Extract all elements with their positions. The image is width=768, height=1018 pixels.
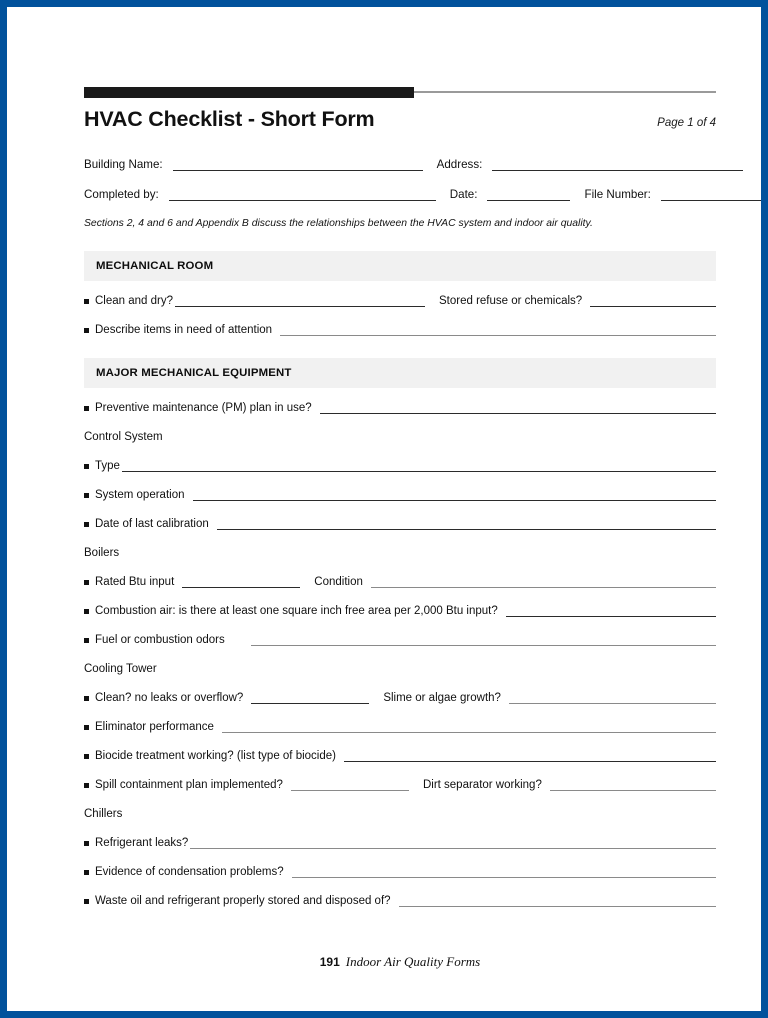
- item-label: Describe items in need of attention: [95, 324, 273, 336]
- item-answer-input[interactable]: [193, 489, 717, 501]
- checklist-item: [84, 779, 716, 791]
- checklist-item: [84, 866, 716, 878]
- subsection-title-cooling-tower: Cooling Tower: [84, 663, 157, 675]
- checklist-item: [84, 489, 716, 501]
- item-secondary-answer-input[interactable]: [550, 779, 716, 791]
- square-bullet-icon: [84, 328, 89, 333]
- file-number-input[interactable]: [661, 189, 768, 201]
- square-bullet-icon: [84, 638, 89, 643]
- address-input[interactable]: [492, 159, 743, 171]
- date-label: Date:: [449, 188, 478, 201]
- checklist-item: [84, 895, 716, 907]
- checklist-item: [84, 634, 716, 646]
- checklist-item: [84, 837, 716, 849]
- header-rule: [84, 85, 716, 97]
- item-label: Spill containment plan implemented?: [95, 779, 283, 791]
- form-sheet: [84, 85, 716, 924]
- building-name-label: Building Name:: [84, 158, 163, 171]
- square-bullet-icon: [84, 783, 89, 788]
- subsection-title-chillers: Chillers: [84, 808, 123, 820]
- instructional-note: Sections 2, 4 and 6 and Appendix B discuss the relationships between the HVAC system and indoor air quality.: [84, 218, 593, 229]
- square-bullet-icon: [84, 841, 89, 846]
- item-label: Date of last calibration: [95, 518, 209, 530]
- item-secondary-label: Condition: [314, 576, 363, 588]
- page-indicator: Page 1 of 4: [657, 117, 716, 129]
- square-bullet-icon: [84, 870, 89, 875]
- item-answer-input[interactable]: [122, 460, 716, 472]
- subsection-title-boilers: Boilers: [84, 547, 120, 559]
- item-answer-input[interactable]: [280, 324, 716, 336]
- building-name-input[interactable]: [173, 159, 423, 171]
- item-answer-input[interactable]: [399, 895, 716, 907]
- item-secondary-answer-input[interactable]: [590, 295, 716, 307]
- item-answer-input[interactable]: [251, 692, 369, 704]
- item-secondary-answer-input[interactable]: [371, 576, 716, 588]
- item-label: Fuel or combustion odors: [95, 634, 225, 646]
- item-label: Clean and dry?: [95, 295, 173, 307]
- section-items-mechanical-room: [84, 295, 716, 336]
- item-label: Clean? no leaks or overflow?: [95, 692, 244, 704]
- square-bullet-icon: [84, 725, 89, 730]
- checklist-item: [84, 460, 716, 472]
- page-footer: [84, 953, 716, 971]
- square-bullet-icon: [84, 899, 89, 904]
- footer-series-title: Indoor Air Quality Forms: [345, 954, 481, 969]
- square-bullet-icon: [84, 522, 89, 527]
- item-label: Type: [95, 460, 120, 472]
- square-bullet-icon: [84, 493, 89, 498]
- item-label: Combustion air: is there at least one square inch free area per 2,000 Btu input?: [95, 605, 498, 617]
- identity-fields: [84, 158, 716, 229]
- item-answer-input[interactable]: [292, 866, 716, 878]
- completed-by-input[interactable]: [169, 189, 436, 201]
- checklist-item: [84, 295, 716, 307]
- item-answer-input[interactable]: [175, 295, 425, 307]
- header-hairline: [414, 91, 716, 93]
- checklist-item: [84, 692, 716, 704]
- checklist-item: [84, 576, 716, 588]
- square-bullet-icon: [84, 754, 89, 759]
- item-answer-input[interactable]: [506, 605, 716, 617]
- section-header-mechanical-room: [84, 251, 716, 281]
- item-label: Biocide treatment working? (list type of biocide): [95, 750, 336, 762]
- item-secondary-label: Dirt separator working?: [422, 779, 542, 791]
- item-label: Rated Btu input: [95, 576, 175, 588]
- checklist-item: [84, 750, 716, 762]
- item-answer-input[interactable]: [217, 518, 716, 530]
- square-bullet-icon: [84, 580, 89, 585]
- section-items-major-mechanical-equipment: [84, 402, 716, 907]
- checklist-item: [84, 721, 716, 733]
- subsection-title-control-system: Control System: [84, 431, 163, 443]
- item-answer-input[interactable]: [190, 837, 716, 849]
- square-bullet-icon: [84, 464, 89, 469]
- page-title: HVAC Checklist - Short Form: [84, 107, 375, 131]
- item-answer-input[interactable]: [182, 576, 300, 588]
- identity-row-1: [84, 158, 716, 171]
- checklist-item: [84, 518, 716, 530]
- checklist-item: [84, 324, 716, 336]
- item-label: System operation: [95, 489, 185, 501]
- section-title: MECHANICAL ROOM: [96, 260, 214, 272]
- item-label: Preventive maintenance (PM) plan in use?: [95, 402, 312, 414]
- address-label: Address:: [436, 158, 483, 171]
- title-row: [84, 107, 716, 132]
- footer-page-number: 191: [319, 955, 340, 969]
- item-secondary-answer-input[interactable]: [509, 692, 716, 704]
- section-header-major-mechanical-equipment: [84, 358, 716, 388]
- item-secondary-label: Slime or algae growth?: [383, 692, 501, 704]
- item-label: Waste oil and refrigerant properly stored and disposed of?: [95, 895, 391, 907]
- item-answer-input[interactable]: [320, 402, 716, 414]
- file-number-label: File Number:: [584, 188, 651, 201]
- square-bullet-icon: [84, 609, 89, 614]
- square-bullet-icon: [84, 696, 89, 701]
- item-answer-input[interactable]: [344, 750, 716, 762]
- date-input[interactable]: [487, 189, 570, 201]
- form-page: [7, 7, 761, 1011]
- item-secondary-label: Stored refuse or chemicals?: [439, 295, 583, 307]
- header-black-bar: [84, 87, 414, 98]
- item-answer-input[interactable]: [222, 721, 716, 733]
- item-answer-input[interactable]: [251, 634, 716, 646]
- item-label: Eliminator performance: [95, 721, 214, 733]
- checklist-item: [84, 402, 716, 414]
- section-title: MAJOR MECHANICAL EQUIPMENT: [96, 367, 292, 379]
- checklist-item: [84, 605, 716, 617]
- square-bullet-icon: [84, 299, 89, 304]
- item-label: Evidence of condensation problems?: [95, 866, 284, 878]
- completed-by-label: Completed by:: [84, 188, 159, 201]
- item-answer-input[interactable]: [291, 779, 409, 791]
- identity-row-2: [84, 188, 716, 201]
- item-label: Refrigerant leaks?: [95, 837, 189, 849]
- square-bullet-icon: [84, 406, 89, 411]
